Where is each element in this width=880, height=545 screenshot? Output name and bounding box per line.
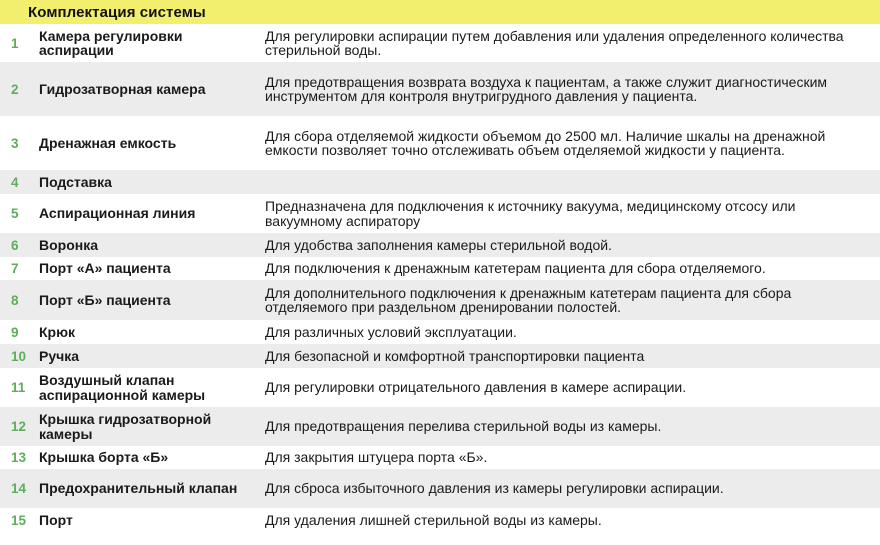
component-name: Крышка борта «Б» xyxy=(39,449,169,466)
component-name: Подставка xyxy=(39,173,112,190)
table-row xyxy=(0,368,880,407)
table-row xyxy=(0,170,880,194)
component-description: Для предотвращения возврата воздуха к пациентам, а также служит диагностическим инструментом для контроля внутригрудного давления у пациента. xyxy=(265,73,828,104)
component-description: Для сбора отделяемой жидкости объемом до 2500 мл. Наличие шкалы на дренажной емкости позволяет точно отслеживать объем отделяемой жидкости у пациента. xyxy=(265,127,826,158)
component-description: Для закрытия штуцера порта «Б». xyxy=(265,449,488,466)
component-name: Крюк xyxy=(39,323,76,340)
components-table xyxy=(0,24,880,532)
component-name: Воздушный клапан аспирационной камеры xyxy=(39,372,206,403)
row-number: 10 xyxy=(11,348,27,364)
table-row xyxy=(0,280,880,320)
component-name: Дренажная емкость xyxy=(39,134,177,151)
row-number: 8 xyxy=(11,292,19,308)
row-number: 2 xyxy=(11,81,19,97)
component-name: Предохранительный клапан xyxy=(39,480,238,497)
component-description: Для различных условий эксплуатации. xyxy=(265,323,517,340)
component-description: Для регулировки отрицательного давления в камере аспирации. xyxy=(265,379,687,396)
row-number: 7 xyxy=(11,261,19,276)
table-row xyxy=(0,62,880,116)
component-name: Порт xyxy=(39,511,73,528)
row-number: 6 xyxy=(11,237,19,253)
component-name: Воронка xyxy=(39,236,99,253)
component-name: Гидрозатворная камера xyxy=(39,80,206,97)
component-description: Для подключения к дренажным катетерам пациента для сбора отделяемого. xyxy=(265,260,766,277)
row-number: 1 xyxy=(11,35,19,51)
component-description: Предназначена для подключения к источнику вакуума, медицинскому отсосу или вакуумному аспиратору xyxy=(265,198,796,229)
table-row xyxy=(0,194,880,233)
component-description: Для предотвращения перелива стерильной воды из камеры. xyxy=(265,418,662,435)
table-row xyxy=(0,508,880,532)
component-name: Крышка гидрозатворной камеры xyxy=(39,411,212,442)
table-row xyxy=(0,469,880,508)
component-name: Камера регулировки аспирации xyxy=(39,27,183,58)
table-row xyxy=(0,446,880,469)
row-number: 11 xyxy=(11,380,26,395)
component-description: Для удаления лишней стерильной воды из камеры. xyxy=(265,511,602,528)
table-row xyxy=(0,116,880,170)
component-name: Ручка xyxy=(39,347,80,364)
component-name: Порт «А» пациента xyxy=(39,260,171,277)
row-number: 4 xyxy=(11,174,19,190)
table-row xyxy=(0,320,880,344)
table-header xyxy=(0,0,880,24)
component-description: Для дополнительного подключения к дренажным катетерам пациента для сбора отделяемого при раздельном дренировании полостей. xyxy=(265,284,792,315)
component-description: Для безопасной и комфортной транспортировки пациента xyxy=(265,347,645,364)
row-number: 9 xyxy=(11,324,19,340)
table-row xyxy=(0,407,880,446)
row-number: 5 xyxy=(11,206,19,221)
row-number: 14 xyxy=(11,481,27,496)
table-row xyxy=(0,344,880,368)
row-number: 13 xyxy=(11,450,27,465)
row-number: 3 xyxy=(11,135,19,151)
component-description: Для сброса избыточного давления из камеры регулировки аспирации. xyxy=(265,480,724,497)
row-number: 12 xyxy=(11,419,27,434)
table-row xyxy=(0,233,880,257)
component-name: Аспирационная линия xyxy=(39,205,196,222)
component-description: Для удобства заполнения камеры стерильной водой. xyxy=(265,236,612,253)
component-name: Порт «Б» пациента xyxy=(39,291,171,308)
table-title: Комплектация системы xyxy=(28,3,206,21)
row-number: 15 xyxy=(11,512,27,528)
table-row xyxy=(0,24,880,62)
table-row xyxy=(0,257,880,280)
component-description: Для регулировки аспирации путем добавления или удаления определенного количества стерильной воды. xyxy=(265,27,844,58)
